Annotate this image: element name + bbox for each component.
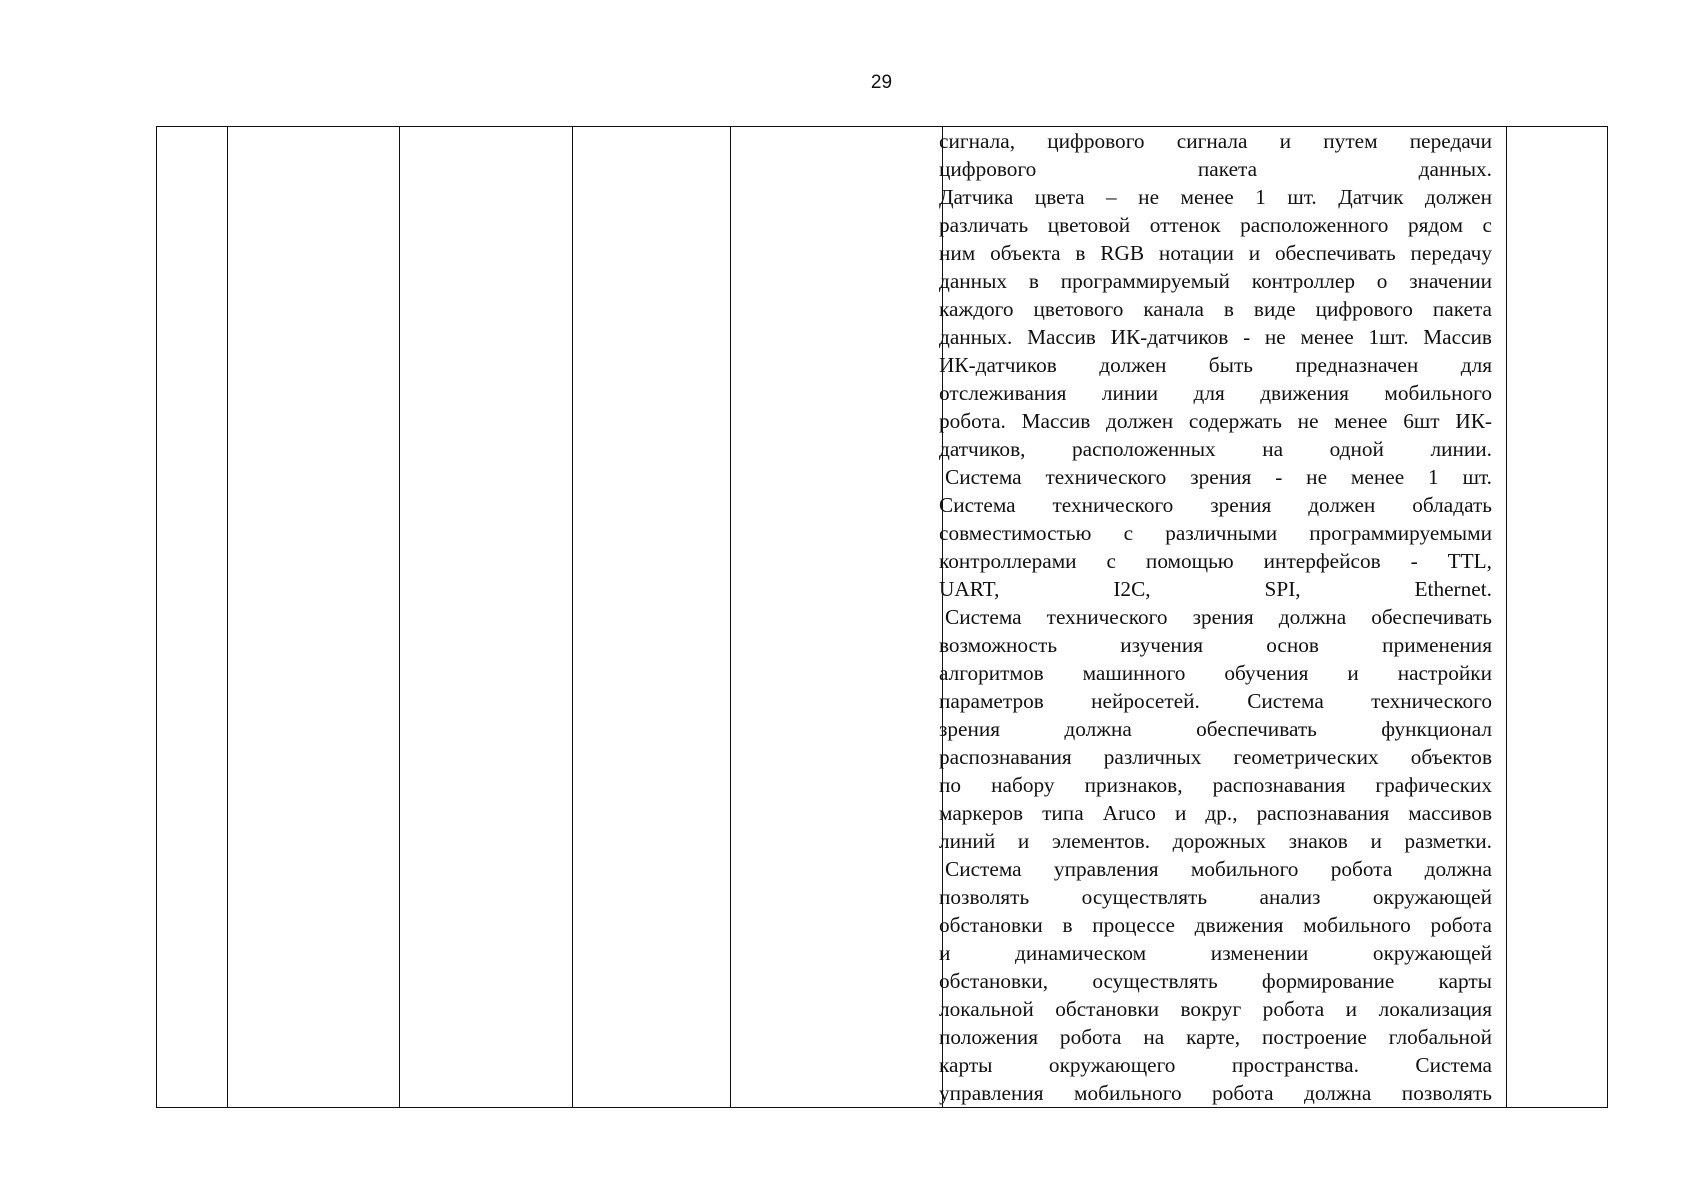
description-line: Система управления мобильного робота должна bbox=[945, 857, 1492, 881]
description-line: робота. Массив должен содержать не менее 6шт ИК- bbox=[939, 409, 1492, 433]
description-line: цифрового пакета данных. bbox=[939, 157, 1492, 181]
description-line: положения робота на карте, построение глобальной bbox=[939, 1025, 1492, 1049]
description-line: возможность изучения основ применения bbox=[939, 633, 1492, 657]
description-line: линий и элементов. дорожных знаков и разметки. bbox=[939, 829, 1492, 853]
description-line: обстановки в процессе движения мобильного робота bbox=[939, 913, 1492, 937]
description-line: ним объекта в RGB нотации и обеспечивать передачу bbox=[939, 241, 1492, 265]
description-line: ИК-датчиков должен быть предназначен для bbox=[939, 353, 1492, 377]
table-cell-column-3 bbox=[400, 127, 573, 1108]
description-line: совместимостью с различными программируемыми bbox=[939, 521, 1492, 545]
description-line: датчиков, расположенных на одной линии. bbox=[939, 437, 1492, 461]
description-line: алгоритмов машинного обучения и настройки bbox=[939, 661, 1492, 685]
description-line: зрения должна обеспечивать функционал bbox=[939, 717, 1492, 741]
description-line: Система технического зрения должна обеспечивать bbox=[945, 605, 1492, 629]
description-line: параметров нейросетей. Система технического bbox=[939, 689, 1492, 713]
table-cell-column-7 bbox=[1507, 127, 1608, 1108]
table-cell-number bbox=[157, 127, 228, 1108]
table-cell-column-5 bbox=[731, 127, 943, 1108]
description-text bbox=[939, 127, 1492, 1107]
description-line: данных. Массив ИК-датчиков - не менее 1шт. Массив bbox=[939, 325, 1492, 349]
description-line: обстановки, осуществлять формирование карты bbox=[939, 969, 1492, 993]
description-line: различать цветовой оттенок расположенного рядом с bbox=[939, 213, 1492, 237]
description-line: данных в программируемый контроллер о значении bbox=[939, 269, 1492, 293]
description-line: Датчика цвета – не менее 1 шт. Датчик должен bbox=[939, 185, 1492, 209]
description-line: отслеживания линии для движения мобильного bbox=[939, 381, 1492, 405]
page-number: 29 bbox=[870, 72, 893, 93]
description-line: распознавания различных геометрических объектов bbox=[939, 745, 1492, 769]
description-line: карты окружающего пространства. Система bbox=[939, 1053, 1492, 1077]
table-cell-name bbox=[228, 127, 400, 1108]
description-line: маркеров типа Aruco и др., распознавания массивов bbox=[939, 801, 1492, 825]
description-line: каждого цветового канала в виде цифрового пакета bbox=[939, 297, 1492, 321]
description-line: управления мобильного робота должна позволять bbox=[939, 1081, 1492, 1105]
description-line: UART, I2C, SPI, Ethernet. bbox=[939, 577, 1492, 601]
description-line: Система технического зрения - не менее 1 шт. bbox=[945, 465, 1492, 489]
specification-table bbox=[156, 126, 1608, 1108]
description-line: контроллерами с помощью интерфейсов - TTL, bbox=[939, 549, 1492, 573]
description-line: Система технического зрения должен обладать bbox=[939, 493, 1492, 517]
description-line: позволять осуществлять анализ окружающей bbox=[939, 885, 1492, 909]
table-cell-column-4 bbox=[573, 127, 731, 1108]
description-line: сигнала, цифрового сигнала и путем передачи bbox=[939, 129, 1492, 153]
table-row bbox=[157, 127, 1608, 1108]
table-cell-description bbox=[939, 127, 1507, 1108]
description-line: по набору признаков, распознавания графических bbox=[939, 773, 1492, 797]
description-line: и динамическом изменении окружающей bbox=[939, 941, 1492, 965]
description-line: локальной обстановки вокруг робота и локализация bbox=[939, 997, 1492, 1021]
